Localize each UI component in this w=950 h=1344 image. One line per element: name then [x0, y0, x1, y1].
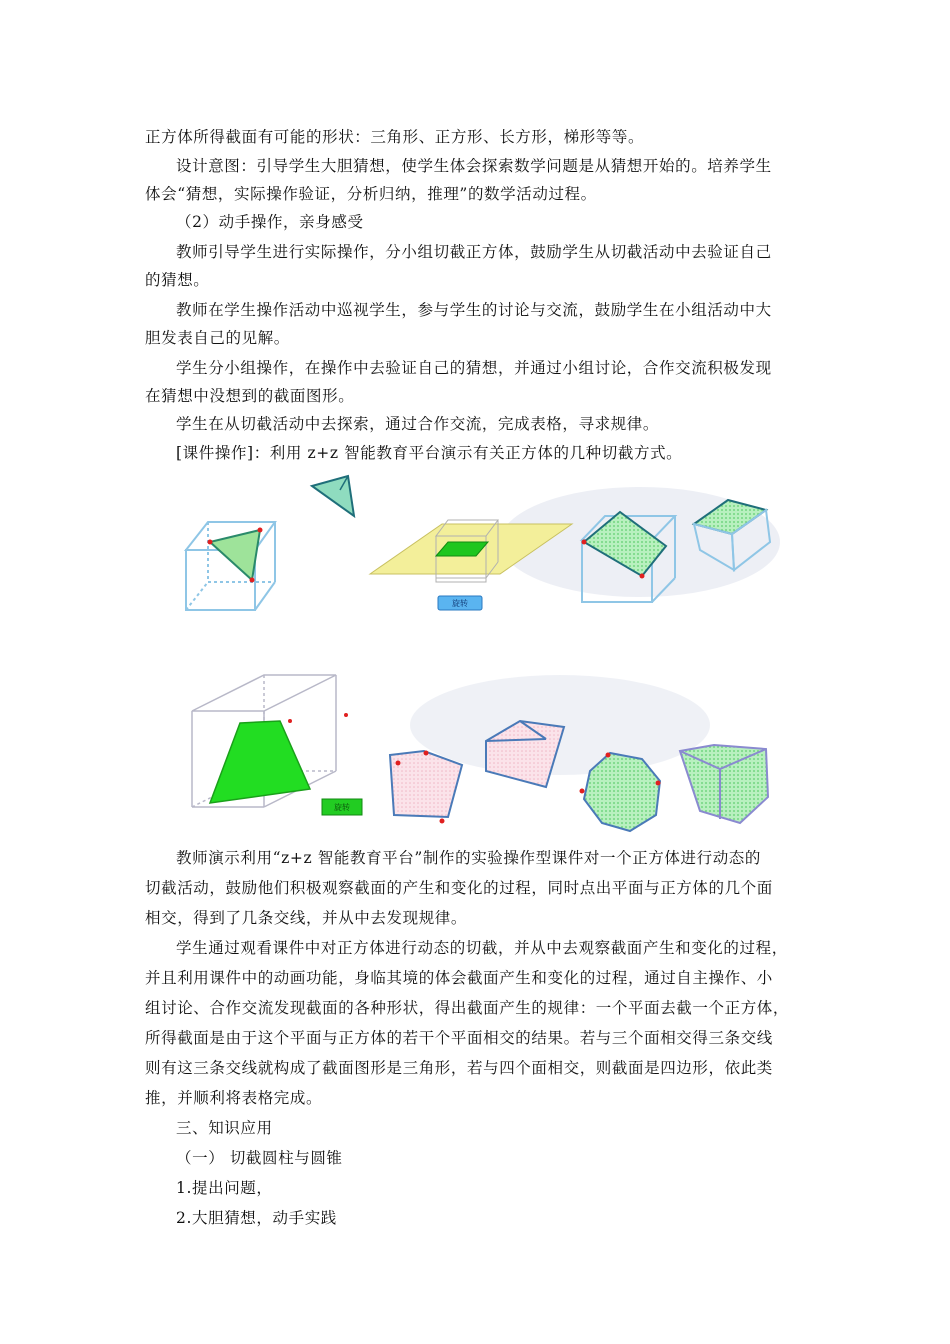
text-line: 的猜想。 — [145, 271, 210, 289]
text-line: 组讨论、合作交流发现截面的各种形状，得出截面产生的规律：一个平面去截一个正方体， — [145, 999, 790, 1017]
text-line: 教师引导学生进行实际操作，分小组切截正方体，鼓励学生从切截活动中去验证自己 — [176, 243, 772, 261]
text-line: 在猜想中没想到的截面图形。 — [145, 387, 355, 405]
text-line: 体会“猜想，实际操作验证，分析归纳，推理”的数学活动过程。 — [145, 185, 597, 203]
text-line: [课件操作]：利用 z+z 智能教育平台演示有关正方体的几种切截方式。 — [176, 444, 683, 462]
cube-section-figure-bottom — [180, 665, 780, 835]
text-line: 胆发表自己的见解。 — [145, 329, 290, 347]
text-line: 并且利用课件中的动画功能，身临其境的体会截面产生和变化的过程，通过自主操作、小 — [145, 969, 773, 987]
cube-section-figure-top — [180, 472, 780, 632]
text-line: 教师演示利用“z+z 智能教育平台”制作的实验操作型课件对一个正方体进行动态的 — [176, 849, 761, 867]
section-heading: 三、知识应用 — [176, 1119, 273, 1137]
text-line: 切截活动，鼓励他们积极观察截面的产生和变化的过程，同时点出平面与正方体的几个面 — [145, 879, 773, 897]
text-line: 学生分小组操作，在操作中去验证自己的猜想，并通过小组讨论，合作交流积极发现 — [176, 359, 772, 377]
rotate-button-top-label: 旋转 — [452, 599, 468, 608]
text-line: 学生通过观看课件中对正方体进行动态的切截，并从中去观察截面产生和变化的过程， — [176, 939, 788, 957]
text-line: 教师在学生操作活动中巡视学生，参与学生的讨论与交流，鼓励学生在小组活动中大 — [176, 301, 772, 319]
section-heading: （2）动手操作，亲身感受 — [176, 213, 364, 231]
pentagon-section-piece — [390, 751, 462, 817]
text-line: 学生在从切截活动中去探索，通过合作交流，完成表格，寻求规律。 — [176, 415, 660, 433]
text-line: 所得截面是由于这个平面与正方体的若干个平面相交的结果。若与三个面相交得三条交线 — [145, 1029, 773, 1047]
list-item: 1.提出问题， — [176, 1179, 273, 1197]
text-line: 设计意图：引导学生大胆猜想，使学生体会探索数学问题是从猜想开始的。培养学生 — [176, 157, 772, 175]
text-line: 相交，得到了几条交线，并从中去发现规律。 — [145, 909, 468, 927]
rotate-button-bottom-label: 旋转 — [334, 803, 350, 812]
list-item: 2.大胆猜想，动手实践 — [176, 1209, 337, 1227]
subsection-heading: （一） 切截圆柱与圆锥 — [176, 1149, 343, 1167]
text-line: 正方体所得截面有可能的形状：三角形、正方形、长方形，梯形等等。 — [145, 128, 645, 146]
text-line: 则有这三条交线就构成了截面图形是三角形，若与四个面相交，则截面是四边形，依此类 — [145, 1059, 773, 1077]
text-line: 推，并顺利将表格完成。 — [145, 1089, 323, 1107]
